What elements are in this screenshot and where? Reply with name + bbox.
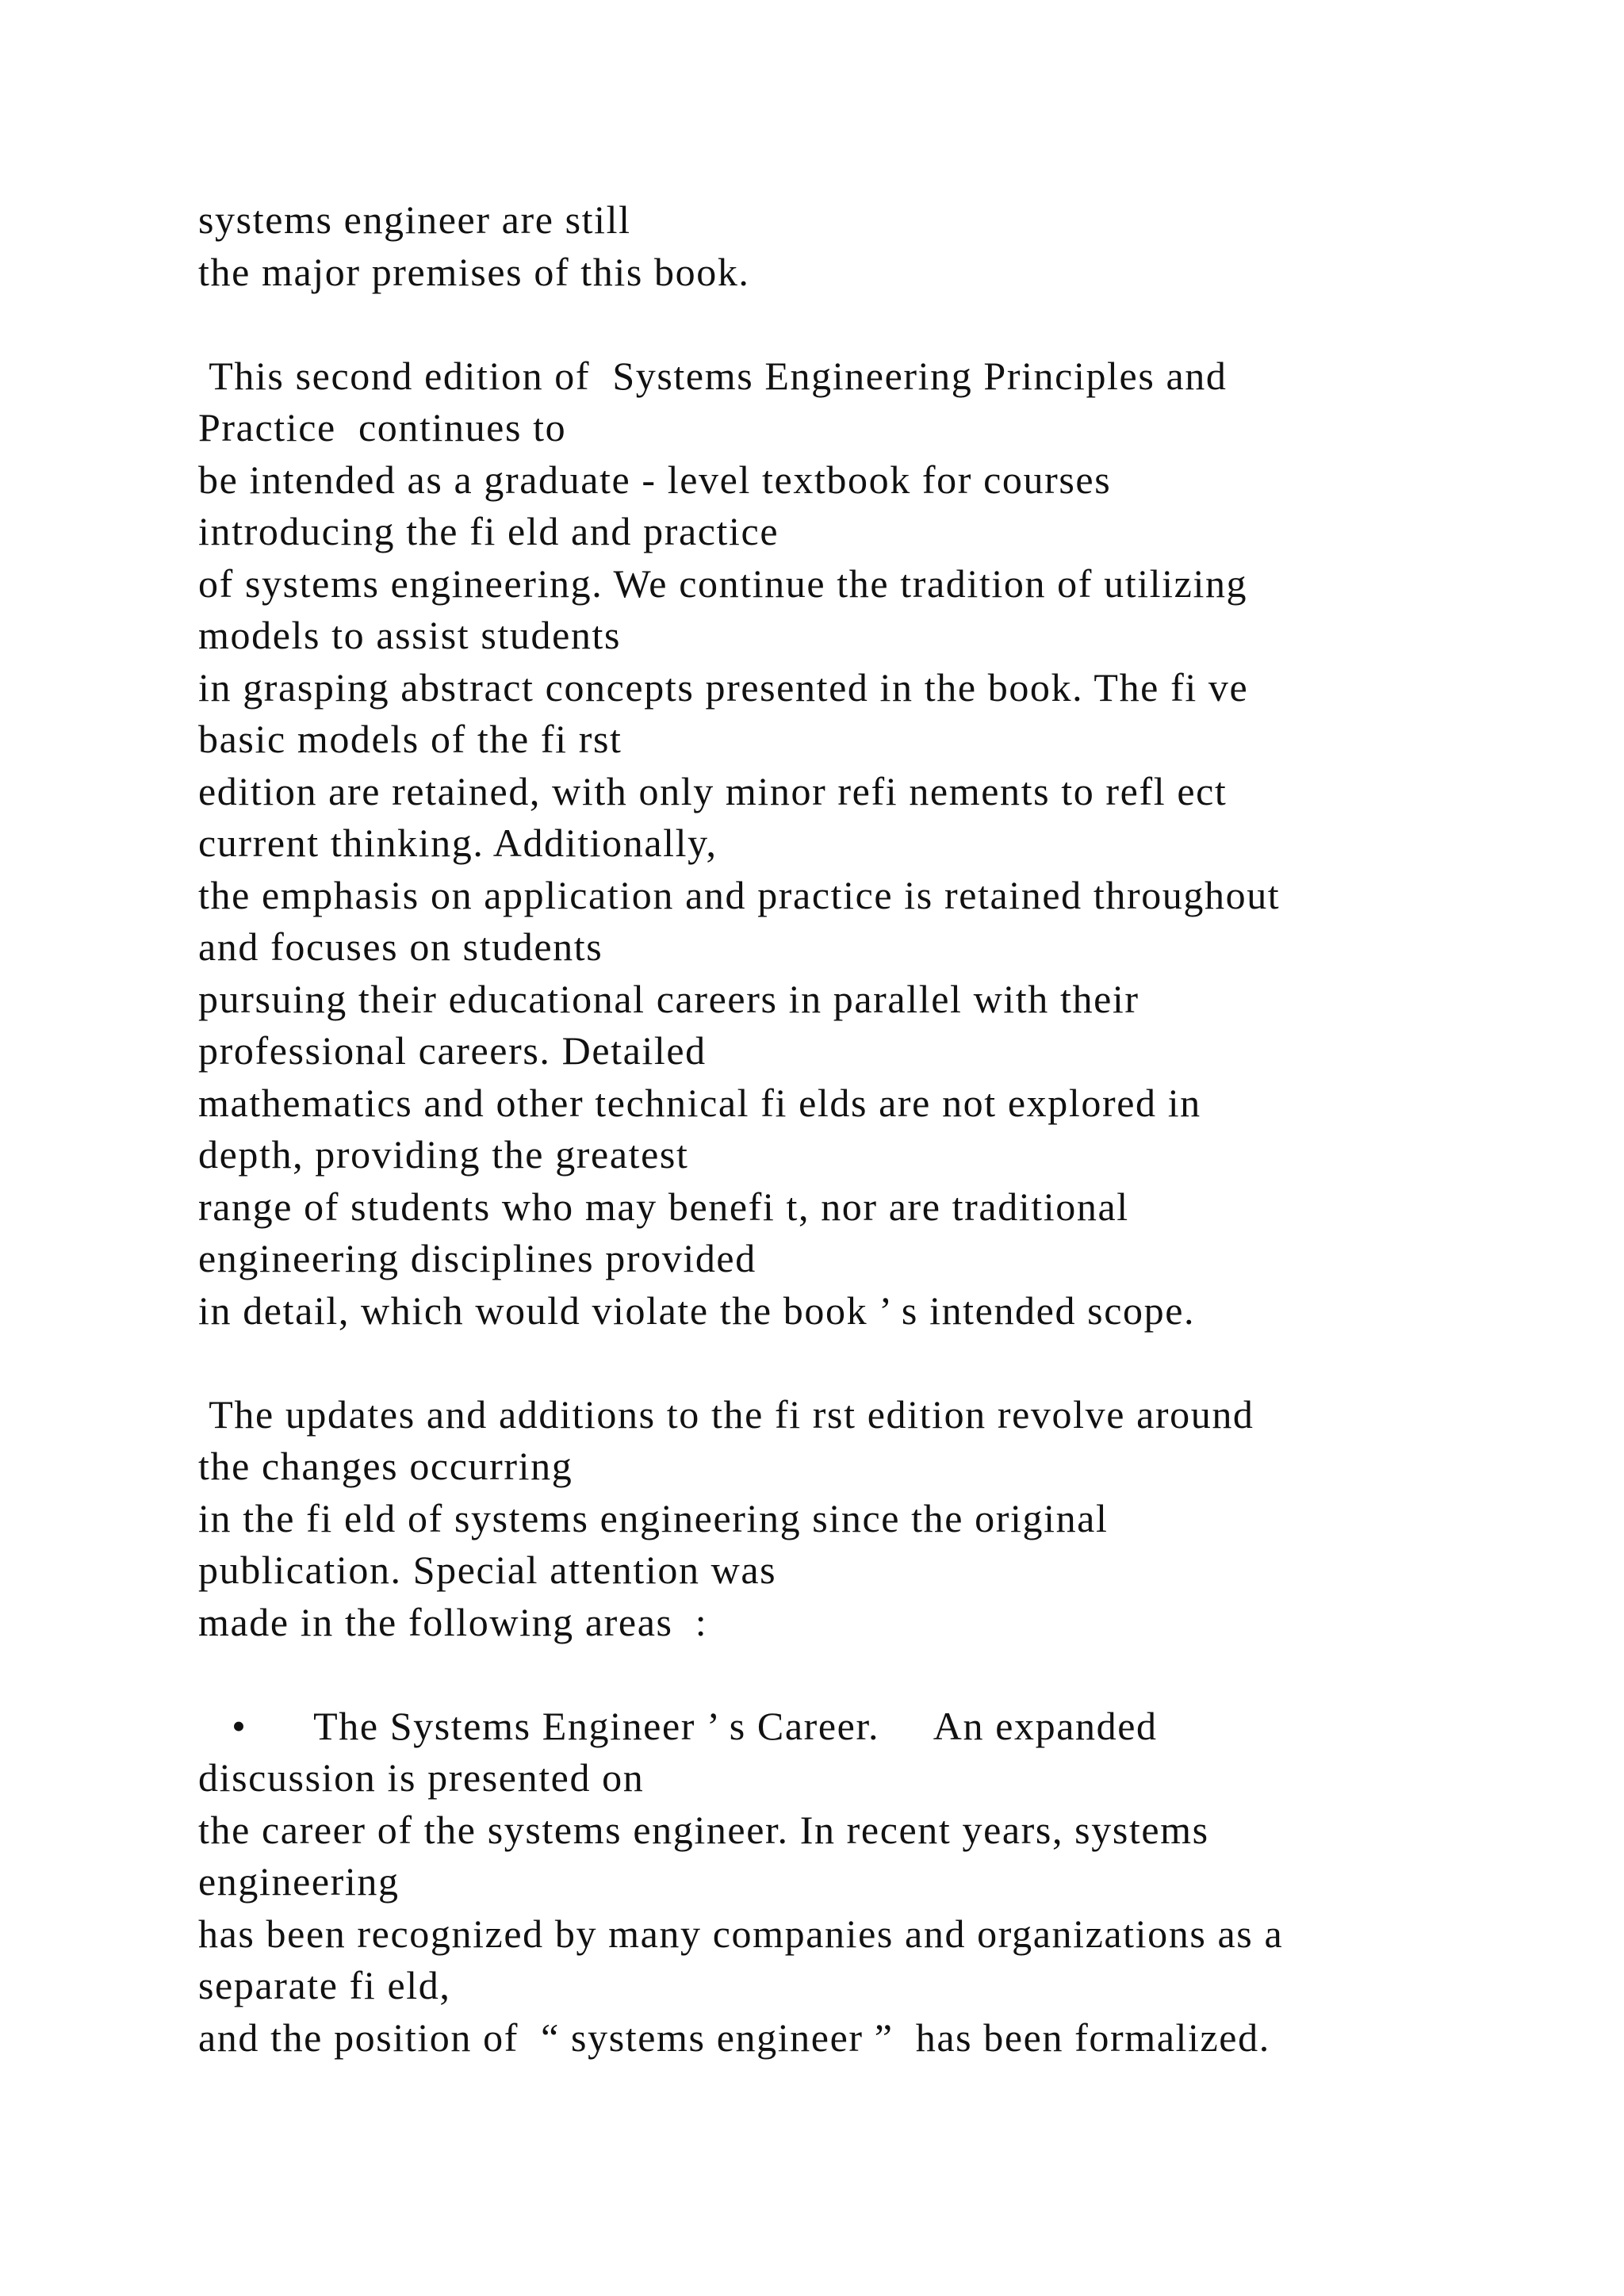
paragraph-gap: [198, 1337, 1562, 1389]
text-line: in the fi eld of systems engineering since the original: [198, 1495, 1109, 1540]
paragraph-1: [198, 194, 1562, 298]
text-line: and the position of “ systems engineer ” has been formalized.: [198, 2015, 1270, 2060]
text-line: range of students who may benefi t, nor are traditional: [198, 1184, 1129, 1229]
text-line: depth, providing the greatest: [198, 1132, 689, 1177]
paragraph-gap: [198, 298, 1562, 350]
paragraph-2: [198, 350, 1562, 1337]
text-line: discussion is presented on: [198, 1755, 645, 1800]
text-line: be intended as a graduate - level textbook for courses: [198, 457, 1112, 502]
text-line: pursuing their educational careers in parallel with their: [198, 976, 1139, 1021]
text-line: engineering: [198, 1859, 400, 1904]
text-line: the changes occurring: [198, 1444, 573, 1488]
text-line: in grasping abstract concepts presented in the book. The fi ve: [198, 664, 1249, 710]
text-line: introducing the fi eld and practice: [198, 509, 779, 553]
text-line: made in the following areas :: [198, 1599, 708, 1644]
text-line: in detail, which would violate the book ’ s intended scope.: [198, 1288, 1196, 1333]
text-line: separate fi eld,: [198, 1963, 451, 2007]
text-line: models to assist students: [198, 613, 622, 657]
paragraph-3: [198, 1389, 1562, 1649]
text-line: and focuses on students: [198, 924, 603, 969]
text-line: has been recognized by many companies and organizations as a: [198, 1911, 1284, 1956]
text-line: mathematics and other technical fi elds are not explored in: [198, 1080, 1201, 1125]
text-line: engineering disciplines provided: [198, 1236, 756, 1280]
document-body: [198, 194, 1562, 2064]
text-line: The updates and additions to the fi rst edition revolve around: [198, 1391, 1254, 1437]
text-line: edition are retained, with only minor refi nements to refl ect: [198, 768, 1228, 813]
text-line: • The Systems Engineer ’ s Career. An expanded: [198, 1703, 1158, 1748]
text-line: the emphasis on application and practice is retained throughout: [198, 872, 1281, 917]
text-line: Practice continues to: [198, 405, 567, 450]
text-line: the major premises of this book.: [198, 249, 750, 294]
text-line: the career of the systems engineer. In recent years, systems: [198, 1807, 1209, 1852]
bullet-item-systems-engineer-career: [198, 1701, 1562, 2064]
text-line: This second edition of Systems Engineering Principles and: [198, 353, 1228, 398]
text-line: systems engineer are still: [198, 197, 631, 242]
text-line: publication. Special attention was: [198, 1548, 777, 1592]
text-line: of systems engineering. We continue the tradition of utilizing: [198, 561, 1248, 606]
paragraph-gap: [198, 1648, 1562, 1701]
text-line: professional careers. Detailed: [198, 1028, 707, 1073]
text-line: basic models of the fi rst: [198, 717, 622, 761]
text-line: current thinking. Additionally,: [198, 821, 718, 865]
